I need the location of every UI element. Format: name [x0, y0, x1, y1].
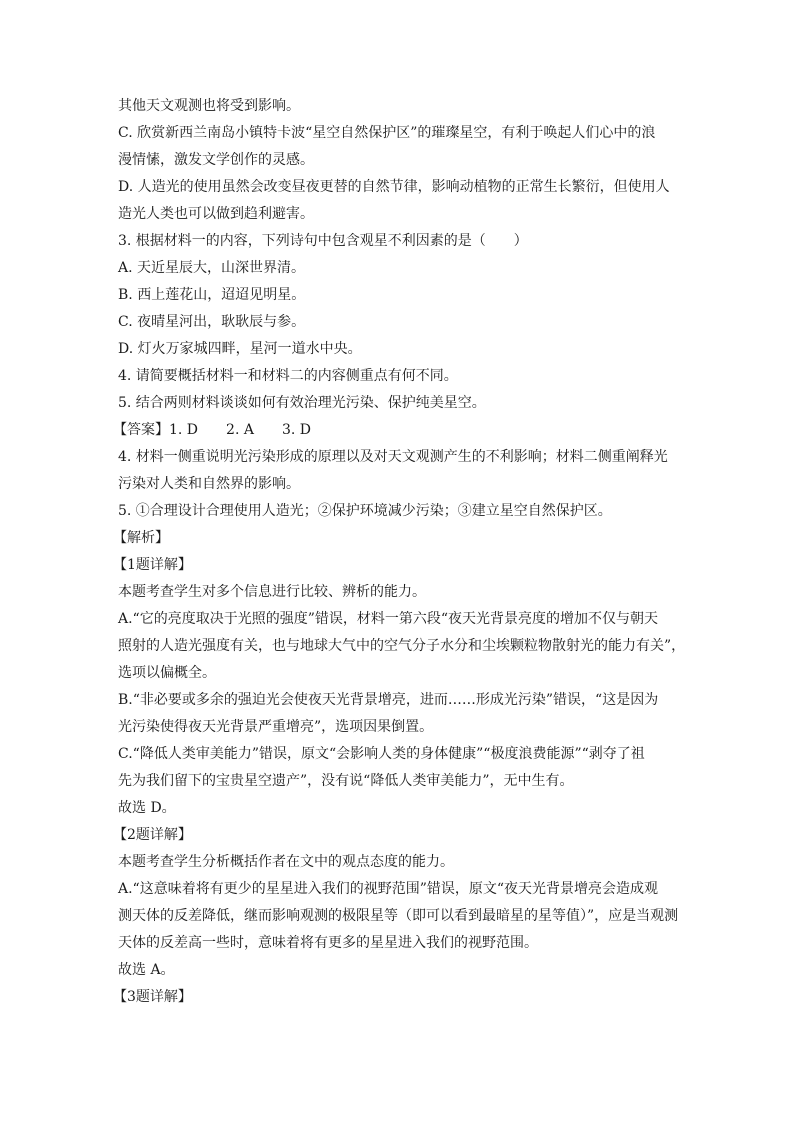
text-line: 造光人类也可以做到趋利避害。 — [118, 206, 314, 222]
text-line: 本题考查学生分析概括作者在文中的观点态度的能力。 — [118, 854, 454, 870]
text-line: 天体的反差高一些时，意味着将有更多的星星进入我们的视野范围。 — [118, 935, 538, 951]
option-line: C. 夜晴星河出，耿耿辰与参。 — [118, 314, 306, 330]
analysis-line: B.“非必要或多余的强迫光会使夜天光背景增亮，进而……形成光污染”错误，“这是因为 — [118, 692, 659, 708]
text-line: 选项以偏概全。 — [118, 665, 216, 681]
text-line: 光污染使得夜天光背景严重增亮”，选项因果倒置。 — [118, 719, 434, 735]
text-line: 本题考查学生对多个信息进行比较、辨析的能力。 — [118, 584, 426, 600]
question-line: 3. 根据材料一的内容，下列诗句中包含观星不利因素的是（ ） — [118, 233, 528, 249]
section-heading: 【3题详解】 — [113, 989, 192, 1005]
document-body — [113, 93, 686, 1011]
analysis-line: C.“降低人类审美能力”错误，原文“会影响人类的身体健康”“极度浪费能源”“剥夺了祖 — [118, 746, 645, 762]
analysis-line: A.“它的亮度取决于光照的强度”错误，材料一第六段“夜天光背景亮度的增加不仅与朝天 — [118, 611, 659, 627]
conclusion-line: 故选 D。 — [118, 800, 176, 816]
question-line: 5. 结合两则材料谈谈如何有效治理光污染、保护纯美星空。 — [118, 395, 486, 411]
text-line: 漫情愫，激发文学创作的灵感。 — [118, 152, 314, 168]
option-line: D. 灯火万家城四畔，星河一道水中央。 — [118, 341, 362, 357]
question-line: 4. 请简要概括材料一和材料二的内容侧重点有何不同。 — [118, 368, 458, 384]
text-line: 污染对人类和自然界的影响。 — [118, 476, 300, 492]
option-line: D. 人造光的使用虽然会改变昼夜更替的自然节律，影响动植物的正常生长繁衍，但使用人 — [118, 179, 670, 195]
conclusion-line: 故选 A。 — [118, 962, 175, 978]
section-heading: 【1题详解】 — [113, 557, 192, 573]
option-line: A. 天近星辰大，山深世界清。 — [118, 260, 306, 276]
section-heading: 【2题详解】 — [113, 827, 192, 843]
analysis-line: A.“这意味着将有更少的星星进入我们的视野范围”错误，原文“夜天光背景增亮会造成观 — [118, 881, 659, 897]
answer-line: 5. ①合理设计合理使用人造光；②保护环境减少污染；③建立星空自然保护区。 — [118, 503, 612, 519]
analysis-heading: 【解析】 — [113, 530, 169, 546]
text-line: 照射的人造光强度有关，也与地球大气中的空气分子水分和尘埃颗粒物散射光的能力有关”， — [118, 638, 686, 654]
text-line: 先为我们留下的宝贵星空遗产”，没有说“降低人类审美能力”，无中生有。 — [118, 773, 574, 789]
text-line: 其他天文观测也将受到影响。 — [118, 98, 300, 114]
answer-line: 4. 材料一侧重说明光污染形成的原理以及对天文观测产生的不利影响；材料二侧重阐释光 — [118, 449, 668, 465]
text-line: 测天体的反差降低，继而影响观测的极限星等（即可以看到最暗星的星等值）”，应是当观测 — [118, 908, 679, 924]
answer-heading: 【答案】1. D 2. A 3. D — [113, 422, 311, 438]
option-line: B. 西上莲花山，迢迢见明星。 — [118, 287, 306, 303]
option-line: C. 欣赏新西兰南岛小镇特卡波“星空自然保护区”的璀璨星空，有利于唤起人们心中的浪 — [118, 125, 656, 141]
